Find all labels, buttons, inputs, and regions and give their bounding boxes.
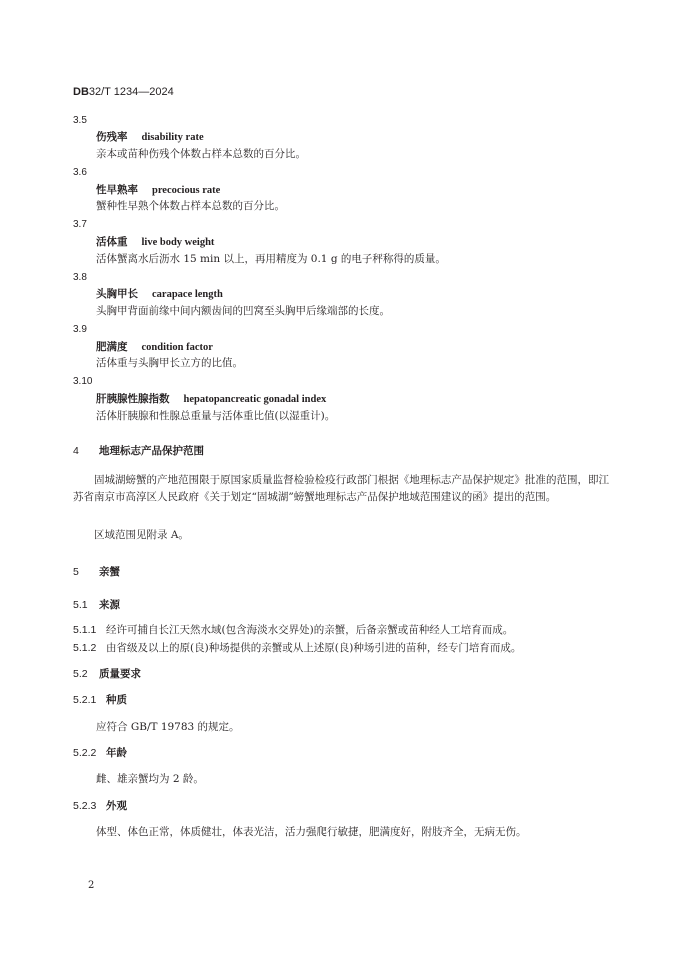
term-definition: 亲本或苗种伤残个体数占样本总数的百分比。	[96, 148, 306, 160]
term-number: 3.5	[73, 115, 87, 126]
term-definition: 活体蟹离水后沥水 15 min 以上，再用精度为 0.1 g 的电子秤称得的质量。	[96, 253, 446, 265]
term-number: 3.6	[73, 167, 87, 178]
term-heading: 伤残率 disability rate	[96, 131, 204, 143]
subsection-heading: 5.2.3 外观	[73, 800, 127, 812]
term-number: 3.9	[73, 324, 87, 335]
subsection-heading: 5.2 质量要求	[73, 668, 141, 680]
term-number: 3.8	[73, 272, 87, 283]
term-definition: 蟹种性早熟个体数占样本总数的百分比。	[96, 200, 285, 212]
term-heading: 头胸甲长 carapace length	[96, 288, 223, 300]
body-text: 体型、体色正常，体质健壮，体表光洁，活力强爬行敏捷，肥满度好，附肢齐全，无病无伤。	[96, 826, 527, 838]
term-heading: 肝胰腺性腺指数 hepatopancreatic gonadal index	[96, 393, 327, 405]
list-item: 5.1.2 由省级及以上的原(良)种场提供的亲蟹或从上述原(良)种场引进的苗种，经专门培育而成。	[73, 642, 522, 654]
body-paragraph: 区域范围见附录 A。	[94, 529, 189, 541]
body-text: 应符合 GB/T 19783 的规定。	[96, 721, 240, 733]
standard-code-header: DB32/T 1234—2024	[73, 86, 174, 98]
body-text: 雌、雄亲蟹均为 2 龄。	[96, 773, 204, 785]
term-definition: 活体肝胰腺和性腺总重量与活体重比值(以湿重计)。	[96, 410, 336, 422]
section-heading: 5 亲蟹	[73, 566, 120, 578]
term-definition: 活体重与头胸甲长立方的比值。	[96, 357, 243, 369]
term-number: 3.7	[73, 219, 87, 230]
list-item: 5.1.1 经许可捕自长江天然水域(包含海淡水交界处)的亲蟹，后备亲蟹或苗种经人工培育而成。	[73, 624, 514, 636]
section-heading: 4 地理标志产品保护范围	[73, 445, 204, 457]
body-paragraph: 固城湖螃蟹的产地范围限于原国家质量监督检验检疫行政部门根据《地理标志产品保护规定》批准的范围，即江苏省南京市高淳区人民政府《关于划定“固城湖”螃蟹地理标志产品保护地域范围建议的函》提出的范围。	[73, 474, 609, 503]
page-number: 2	[88, 880, 95, 891]
term-number: 3.10	[73, 376, 93, 387]
subsection-heading: 5.1 来源	[73, 599, 120, 611]
subsection-heading: 5.2.1 种质	[73, 694, 127, 706]
term-heading: 性早熟率 precocious rate	[96, 184, 221, 196]
term-heading: 活体重 live body weight	[96, 236, 215, 248]
subsection-heading: 5.2.2 年龄	[73, 747, 127, 759]
term-definition: 头胸甲背面前缘中间内额齿间的凹窝至头胸甲后缘端部的长度。	[96, 305, 390, 317]
term-heading: 肥满度 condition factor	[96, 341, 213, 353]
